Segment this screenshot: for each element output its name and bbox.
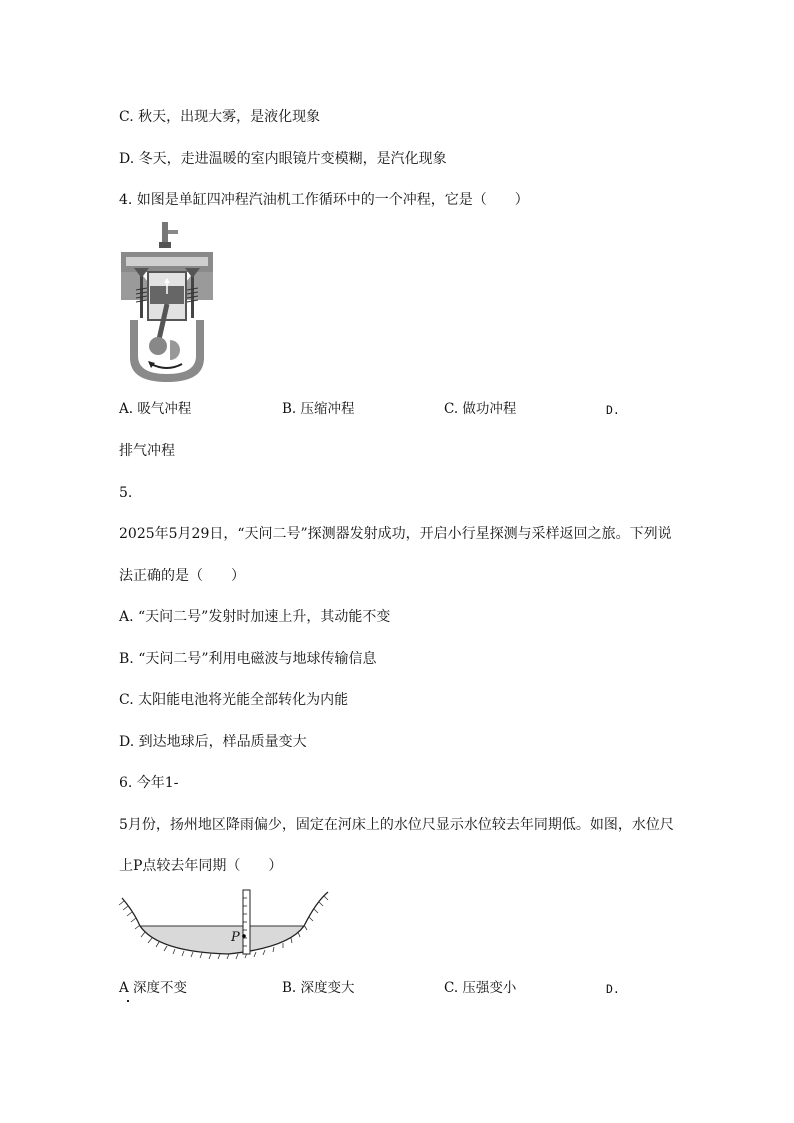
point-p-label: P — [231, 930, 240, 945]
q4-option-c: C. 做功冲程 — [444, 401, 517, 417]
q5-stem-line2: 法正确的是（ ） — [119, 568, 245, 584]
q3-option-d: D. 冬天，走进温暖的室内眼镜片变模糊，是汽化现象 — [119, 151, 447, 167]
q5-stem-line1: 2025年5月29日，“天问二号”探测器发射成功，开启小行星探测与采样返回之旅。下列说 — [119, 526, 672, 542]
q5-option-d: D. 到达地球后，样品质量变大 — [119, 734, 307, 750]
q5-option-c: C. 太阳能电池将光能全部转化为内能 — [119, 692, 349, 708]
q6-option-a: A 深度不变 — [119, 980, 188, 996]
q4-option-b: B. 压缩冲程 — [282, 401, 355, 417]
q5-number: 5. — [119, 485, 133, 501]
q6-option-d: D. — [606, 982, 620, 996]
q4-option-a: A. 吸气冲程 — [119, 401, 192, 417]
q4-stem: 4. 如图是单缸四冲程汽油机工作循环中的一个冲程，它是（ ） — [119, 192, 529, 208]
q6-option-b: B. 深度变大 — [282, 980, 355, 996]
stray-dot — [127, 1000, 129, 1002]
q5-option-a: A. “天问二号”发射时加速上升，其动能不变 — [119, 609, 391, 625]
q6-stem-line2: 5月份，扬州地区降雨偏少，固定在河床上的水位尺显示水位较去年同期低。如图，水位尺 — [119, 817, 674, 833]
q4-option-d: D. — [606, 403, 620, 417]
river-gauge-figure — [118, 888, 336, 974]
q4-option-d-wrap: 排气冲程 — [119, 443, 175, 459]
q6-stem-line1: 6. 今年1- — [119, 775, 179, 791]
q3-option-c: C. 秋天，出现大雾，是液化现象 — [119, 109, 321, 125]
q6-stem-line3: 上P点较去年同期（ ） — [119, 858, 283, 874]
q5-option-b: B. “天问二号”利用电磁波与地球传输信息 — [119, 651, 377, 667]
q6-option-c: C. 压强变小 — [444, 980, 517, 996]
engine-stroke-figure — [118, 222, 216, 390]
